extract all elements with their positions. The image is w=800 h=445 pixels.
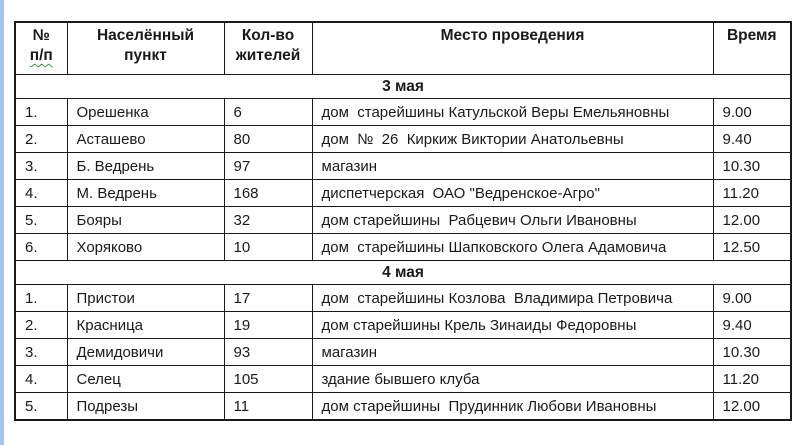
cell-num: 3.: [15, 339, 67, 366]
header-time-line1: Время: [726, 27, 777, 44]
page-left-edge-strip: [0, 0, 4, 445]
cell-place: дом старейшины Рабцевич Ольги Ивановны: [312, 207, 713, 234]
cell-num: 2.: [15, 126, 67, 153]
cell-population: 19: [224, 312, 312, 339]
cell-settlement: Хоряково: [67, 234, 224, 261]
cell-time: 9.00: [713, 285, 791, 312]
table-row: [15, 366, 791, 393]
event-schedule-table: [14, 21, 792, 421]
cell-settlement: Б. Ведрень: [67, 153, 224, 180]
table-row: [15, 312, 791, 339]
cell-place: диспетчерская ОАО "Ведренское-Агро": [312, 180, 713, 207]
header-population-line1: Кол-во: [241, 27, 295, 44]
cell-time: 9.00: [713, 99, 791, 126]
column-header-population: [224, 22, 312, 75]
cell-time: 11.20: [713, 366, 791, 393]
cell-place: дом старейшины Козлова Владимира Петровича: [312, 285, 713, 312]
cell-num: 5.: [15, 207, 67, 234]
cell-num: 6.: [15, 234, 67, 261]
column-header-place: [312, 22, 713, 75]
cell-place: дом старейшины Шапковского Олега Адамовича: [312, 234, 713, 261]
cell-place: магазин: [312, 153, 713, 180]
cell-population: 32: [224, 207, 312, 234]
cell-place: магазин: [312, 339, 713, 366]
cell-place: дом старейшины Катульской Веры Емельяновны: [312, 99, 713, 126]
cell-num: 3.: [15, 153, 67, 180]
cell-settlement: Пристои: [67, 285, 224, 312]
header-row: [15, 22, 791, 75]
cell-num: 5.: [15, 393, 67, 421]
table-row: [15, 339, 791, 366]
cell-population: 168: [224, 180, 312, 207]
cell-settlement: Демидовичи: [67, 339, 224, 366]
cell-time: 12.50: [713, 234, 791, 261]
cell-time: 10.30: [713, 339, 791, 366]
column-header-time: [713, 22, 791, 75]
cell-settlement: Асташево: [67, 126, 224, 153]
cell-time: 11.20: [713, 180, 791, 207]
table-row: [15, 234, 791, 261]
header-settlement-line1: Населённый: [96, 27, 194, 44]
cell-place: здание бывшего клуба: [312, 366, 713, 393]
column-header-num: [15, 22, 67, 75]
section-header-may3: [15, 75, 791, 99]
cell-settlement: Селец: [67, 366, 224, 393]
cell-place: дом старейшины Прудинник Любови Ивановны: [312, 393, 713, 421]
section-title: 3 мая: [15, 75, 791, 99]
header-settlement-line2: пункт: [124, 47, 167, 64]
cell-population: 80: [224, 126, 312, 153]
header-num-line1: №: [32, 27, 50, 44]
cell-num: 2.: [15, 312, 67, 339]
table-row: [15, 99, 791, 126]
cell-time: 9.40: [713, 126, 791, 153]
table-row: [15, 207, 791, 234]
cell-num: 4.: [15, 366, 67, 393]
cell-population: 10: [224, 234, 312, 261]
header-num-line2: п/п: [29, 47, 53, 64]
cell-population: 17: [224, 285, 312, 312]
cell-population: 93: [224, 339, 312, 366]
cell-settlement: Красница: [67, 312, 224, 339]
section-header-may4: [15, 261, 791, 285]
cell-population: 11: [224, 393, 312, 421]
table-row: [15, 180, 791, 207]
cell-num: 4.: [15, 180, 67, 207]
cell-num: 1.: [15, 285, 67, 312]
cell-settlement: Подрезы: [67, 393, 224, 421]
cell-time: 9.40: [713, 312, 791, 339]
cell-population: 105: [224, 366, 312, 393]
header-place-line1: Место проведения: [440, 27, 585, 44]
table-row: [15, 153, 791, 180]
cell-place: дом № 26 Киркиж Виктории Анатольевны: [312, 126, 713, 153]
cell-time: 12.00: [713, 207, 791, 234]
cell-population: 6: [224, 99, 312, 126]
cell-population: 97: [224, 153, 312, 180]
cell-settlement: Бояры: [67, 207, 224, 234]
header-population-line2: жителей: [235, 47, 301, 64]
column-header-settlement: [67, 22, 224, 75]
table-row: [15, 285, 791, 312]
cell-time: 12.00: [713, 393, 791, 421]
cell-place: дом старейшины Крель Зинаиды Федоровны: [312, 312, 713, 339]
section-title: 4 мая: [15, 261, 791, 285]
cell-num: 1.: [15, 99, 67, 126]
cell-settlement: М. Ведрень: [67, 180, 224, 207]
cell-time: 10.30: [713, 153, 791, 180]
cell-settlement: Орешенка: [67, 99, 224, 126]
table-row: [15, 126, 791, 153]
table-row: [15, 393, 791, 421]
